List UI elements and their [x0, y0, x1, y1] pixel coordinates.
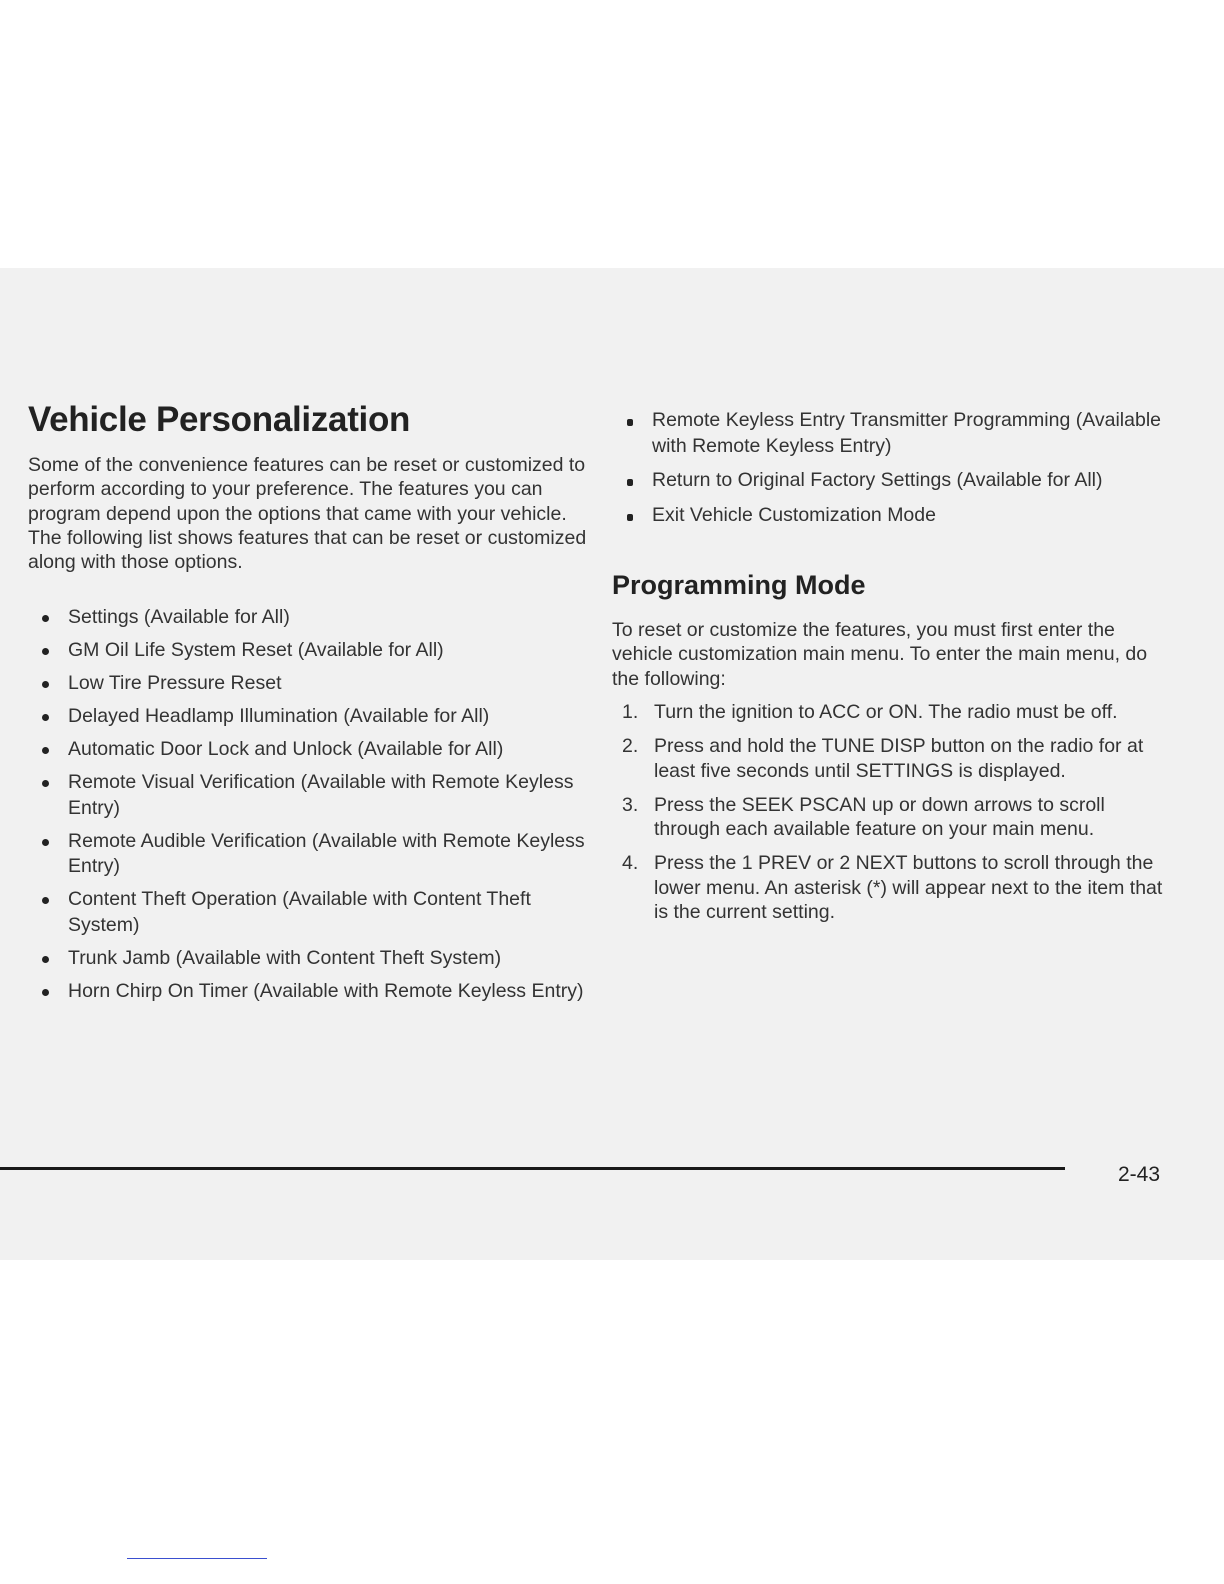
bullet-icon	[627, 479, 633, 486]
bullet-icon	[42, 648, 49, 655]
bullet-icon	[627, 419, 633, 426]
step-item	[612, 734, 1167, 783]
step-number: 1.	[622, 701, 639, 723]
feature-list-right	[612, 408, 1172, 537]
bullet-icon	[627, 514, 633, 521]
section-heading: Programming Mode	[612, 570, 866, 600]
page-number: 2-43	[1118, 1163, 1161, 1186]
list-item: GM Oil Life System Reset (Available for All)	[28, 638, 588, 664]
bullet-icon	[42, 615, 49, 622]
step-text: Press the 1 PREV or 2 NEXT buttons to scroll through the lower menu. An asterisk (*) will appear next to the item that is the current setting.	[654, 852, 1163, 924]
bullet-icon	[42, 747, 49, 754]
step-item	[612, 851, 1167, 924]
list-item: Return to Original Factory Settings (Available for All)	[612, 468, 1172, 494]
list-item: Trunk Jamb (Available with Content Theft System)	[28, 946, 588, 972]
feature-list-left	[28, 605, 588, 1012]
step-text: Press and hold the TUNE DISP button on the radio for at least five seconds until SETTINGS is displayed.	[654, 735, 1144, 782]
step-item	[612, 700, 1167, 724]
step-text: Press the SEEK PSCAN up or down arrows to scroll through each available feature on your main menu.	[654, 793, 1105, 841]
step-number: 2.	[622, 735, 639, 758]
list-item: Exit Vehicle Customization Mode	[612, 503, 1172, 529]
list-item: Remote Visual Verification (Available with Remote Keyless Entry)	[28, 770, 588, 821]
bullet-icon	[42, 780, 49, 787]
step-number: 3.	[622, 793, 639, 816]
bullet-icon	[42, 956, 49, 963]
bullet-icon	[42, 714, 49, 721]
list-item: Remote Audible Verification (Available with Remote Keyless Entry)	[28, 829, 588, 880]
list-item: Remote Keyless Entry Transmitter Programming (Available with Remote Keyless Entry)	[612, 408, 1172, 459]
programming-intro-paragraph: To reset or customize the features, you must first enter the vehicle customization main menu. To enter the main menu, do the following:	[612, 619, 1148, 690]
step-number: 4.	[622, 852, 639, 875]
bullet-icon	[42, 989, 49, 996]
list-item: Horn Chirp On Timer (Available with Remote Keyless Entry)	[28, 979, 588, 1005]
list-item: Low Tire Pressure Reset	[28, 671, 588, 697]
list-item: Automatic Door Lock and Unlock (Available for All)	[28, 737, 588, 763]
steps-list	[612, 700, 1167, 934]
intro-paragraph: Some of the convenience features can be reset or customized to perform according to your preference. The features you can program depend upon the options that came with your vehicle. The following list shows features that can be reset or customized along with those options.	[28, 454, 587, 574]
step-text: Turn the ignition to ACC or ON. The radio must be off.	[654, 701, 1118, 723]
footer-link-underline	[127, 1558, 267, 1559]
list-item: Delayed Headlamp Illumination (Available for All)	[28, 704, 588, 730]
bullet-icon	[42, 897, 49, 904]
footer-rule	[0, 1167, 1065, 1170]
page-title: Vehicle Personalization	[28, 400, 411, 439]
bullet-icon	[42, 839, 49, 846]
list-item: Content Theft Operation (Available with Content Theft System)	[28, 887, 588, 938]
list-item: Settings (Available for All)	[28, 605, 588, 631]
step-item	[612, 793, 1167, 842]
bullet-icon	[42, 681, 49, 688]
